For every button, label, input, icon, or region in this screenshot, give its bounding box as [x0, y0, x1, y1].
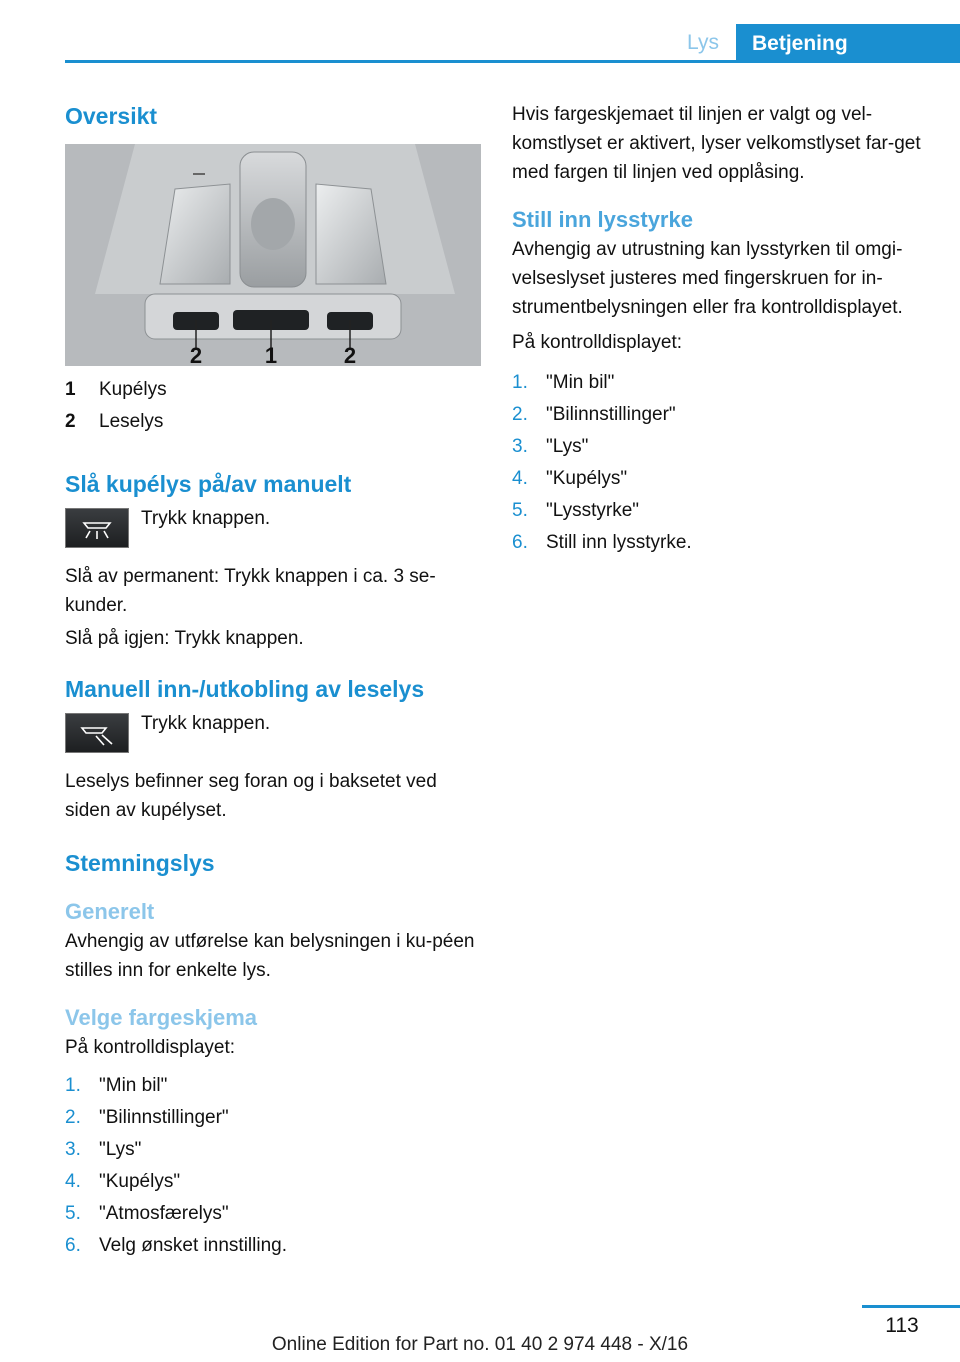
header-rule [65, 60, 960, 63]
list-item [65, 1102, 483, 1134]
step-text: "Min bil" [546, 372, 615, 393]
step-text: "Lysstyrke" [546, 500, 640, 521]
list-item [512, 495, 932, 527]
step-number: 1. [512, 372, 528, 393]
brightness-text: Avhengig av utrustning kan lysstyrken til omgi‐velseslyset justeres med fingerskruen for in‐strumentbelysningen eller fra kontrolldisplayet. [512, 239, 903, 318]
legend-item [65, 374, 483, 406]
step-number: 4. [512, 468, 528, 489]
step-text: "Lys" [546, 436, 589, 457]
step-number: 5. [512, 500, 528, 521]
reading-light-button-icon [65, 713, 129, 753]
list-item [512, 527, 932, 559]
step-text: "Bilinnstillinger" [546, 404, 676, 425]
step-number: 3. [65, 1139, 81, 1160]
list-item [65, 1198, 483, 1230]
step-text: "Lys" [99, 1139, 142, 1160]
list-item [512, 399, 932, 431]
list-item [512, 463, 932, 495]
general-subtitle: Generelt [65, 899, 155, 924]
brightness-steps [512, 367, 932, 559]
step-number: 3. [512, 436, 528, 457]
step-text: "Min bil" [99, 1075, 168, 1096]
list-item [65, 1166, 483, 1198]
interior-light-off-text: Slå av permanent: Trykk knappen i ca. 3 se‐kunder. [65, 566, 436, 616]
legend-number: 1 [65, 379, 76, 400]
brightness-subtitle: Still inn lysstyrke [512, 207, 693, 232]
header-section-tab: Lys [687, 31, 719, 54]
color-scheme-subtitle: Velge fargeskjema [65, 1005, 258, 1030]
right-column [512, 100, 932, 559]
step-text: "Atmosfærelys" [99, 1203, 229, 1224]
control-display-intro: På kontrolldisplayet: [65, 1037, 236, 1058]
overview-title: Oversikt [65, 103, 158, 129]
legend-label: Leselys [99, 411, 164, 432]
step-text: Still inn lysstyrke. [546, 532, 692, 553]
step-text: "Bilinnstillinger" [99, 1107, 229, 1128]
interior-light-photo [65, 144, 481, 366]
step-text: Velg ønsket innstilling. [99, 1235, 287, 1256]
photo-legend [65, 374, 483, 438]
interior-light-instruction: Trykk knappen. [141, 508, 271, 529]
photo-callout: 2 [343, 343, 357, 366]
list-item [65, 1134, 483, 1166]
list-item [65, 1230, 483, 1262]
interior-light-button-icon [65, 508, 129, 548]
photo-callout: 1 [264, 343, 278, 366]
step-text: "Kupélys" [99, 1171, 181, 1192]
interior-light-button-row [65, 504, 483, 548]
page-number: 113 [885, 1314, 919, 1337]
header-chapter-tab: Betjening [736, 24, 960, 63]
color-scheme-steps [65, 1070, 483, 1262]
legend-item [65, 406, 483, 438]
step-number: 6. [65, 1235, 81, 1256]
footer-rule [862, 1305, 960, 1308]
reading-light-location-text: Leselys befinner seg foran og i baksetet ved siden av kupélyset. [65, 771, 437, 821]
step-number: 5. [65, 1203, 81, 1224]
page-header [0, 24, 960, 62]
reading-light-button-row [65, 709, 483, 753]
overhead-console-image [65, 144, 481, 366]
step-number: 4. [65, 1171, 81, 1192]
step-number: 6. [512, 532, 528, 553]
list-item [512, 431, 932, 463]
step-text: "Kupélys" [546, 468, 628, 489]
step-number: 2. [512, 404, 528, 425]
control-display-intro: På kontrolldisplayet: [512, 332, 683, 353]
reading-light-instruction: Trykk knappen. [141, 713, 271, 734]
interior-light-manual-title: Slå kupélys på/av manuelt [65, 471, 352, 497]
reading-light-title: Manuell inn-/utkobling av leselys [65, 676, 425, 702]
photo-callout: 2 [189, 343, 203, 366]
legend-label: Kupélys [99, 379, 167, 400]
list-item [65, 1070, 483, 1102]
edition-footer: Online Edition for Part no. 01 40 2 974 448 - X/16 [271, 1334, 689, 1355]
step-number: 1. [65, 1075, 81, 1096]
general-text: Avhengig av utførelse kan belysningen i ku‐péen stilles inn for enkelte lys. [65, 931, 475, 981]
interior-light-on-text: Slå på igjen: Trykk knappen. [65, 628, 304, 649]
legend-number: 2 [65, 411, 76, 432]
ambient-light-title: Stemningslys [65, 850, 215, 876]
step-number: 2. [65, 1107, 81, 1128]
welcome-light-text: Hvis fargeskjemaet til linjen er valgt og vel‐komstlyset er aktivert, lyser velkomstlyset far‐get med fargen til linjen ved opplåsing. [512, 104, 921, 183]
list-item [512, 367, 932, 399]
left-column [65, 100, 483, 1262]
